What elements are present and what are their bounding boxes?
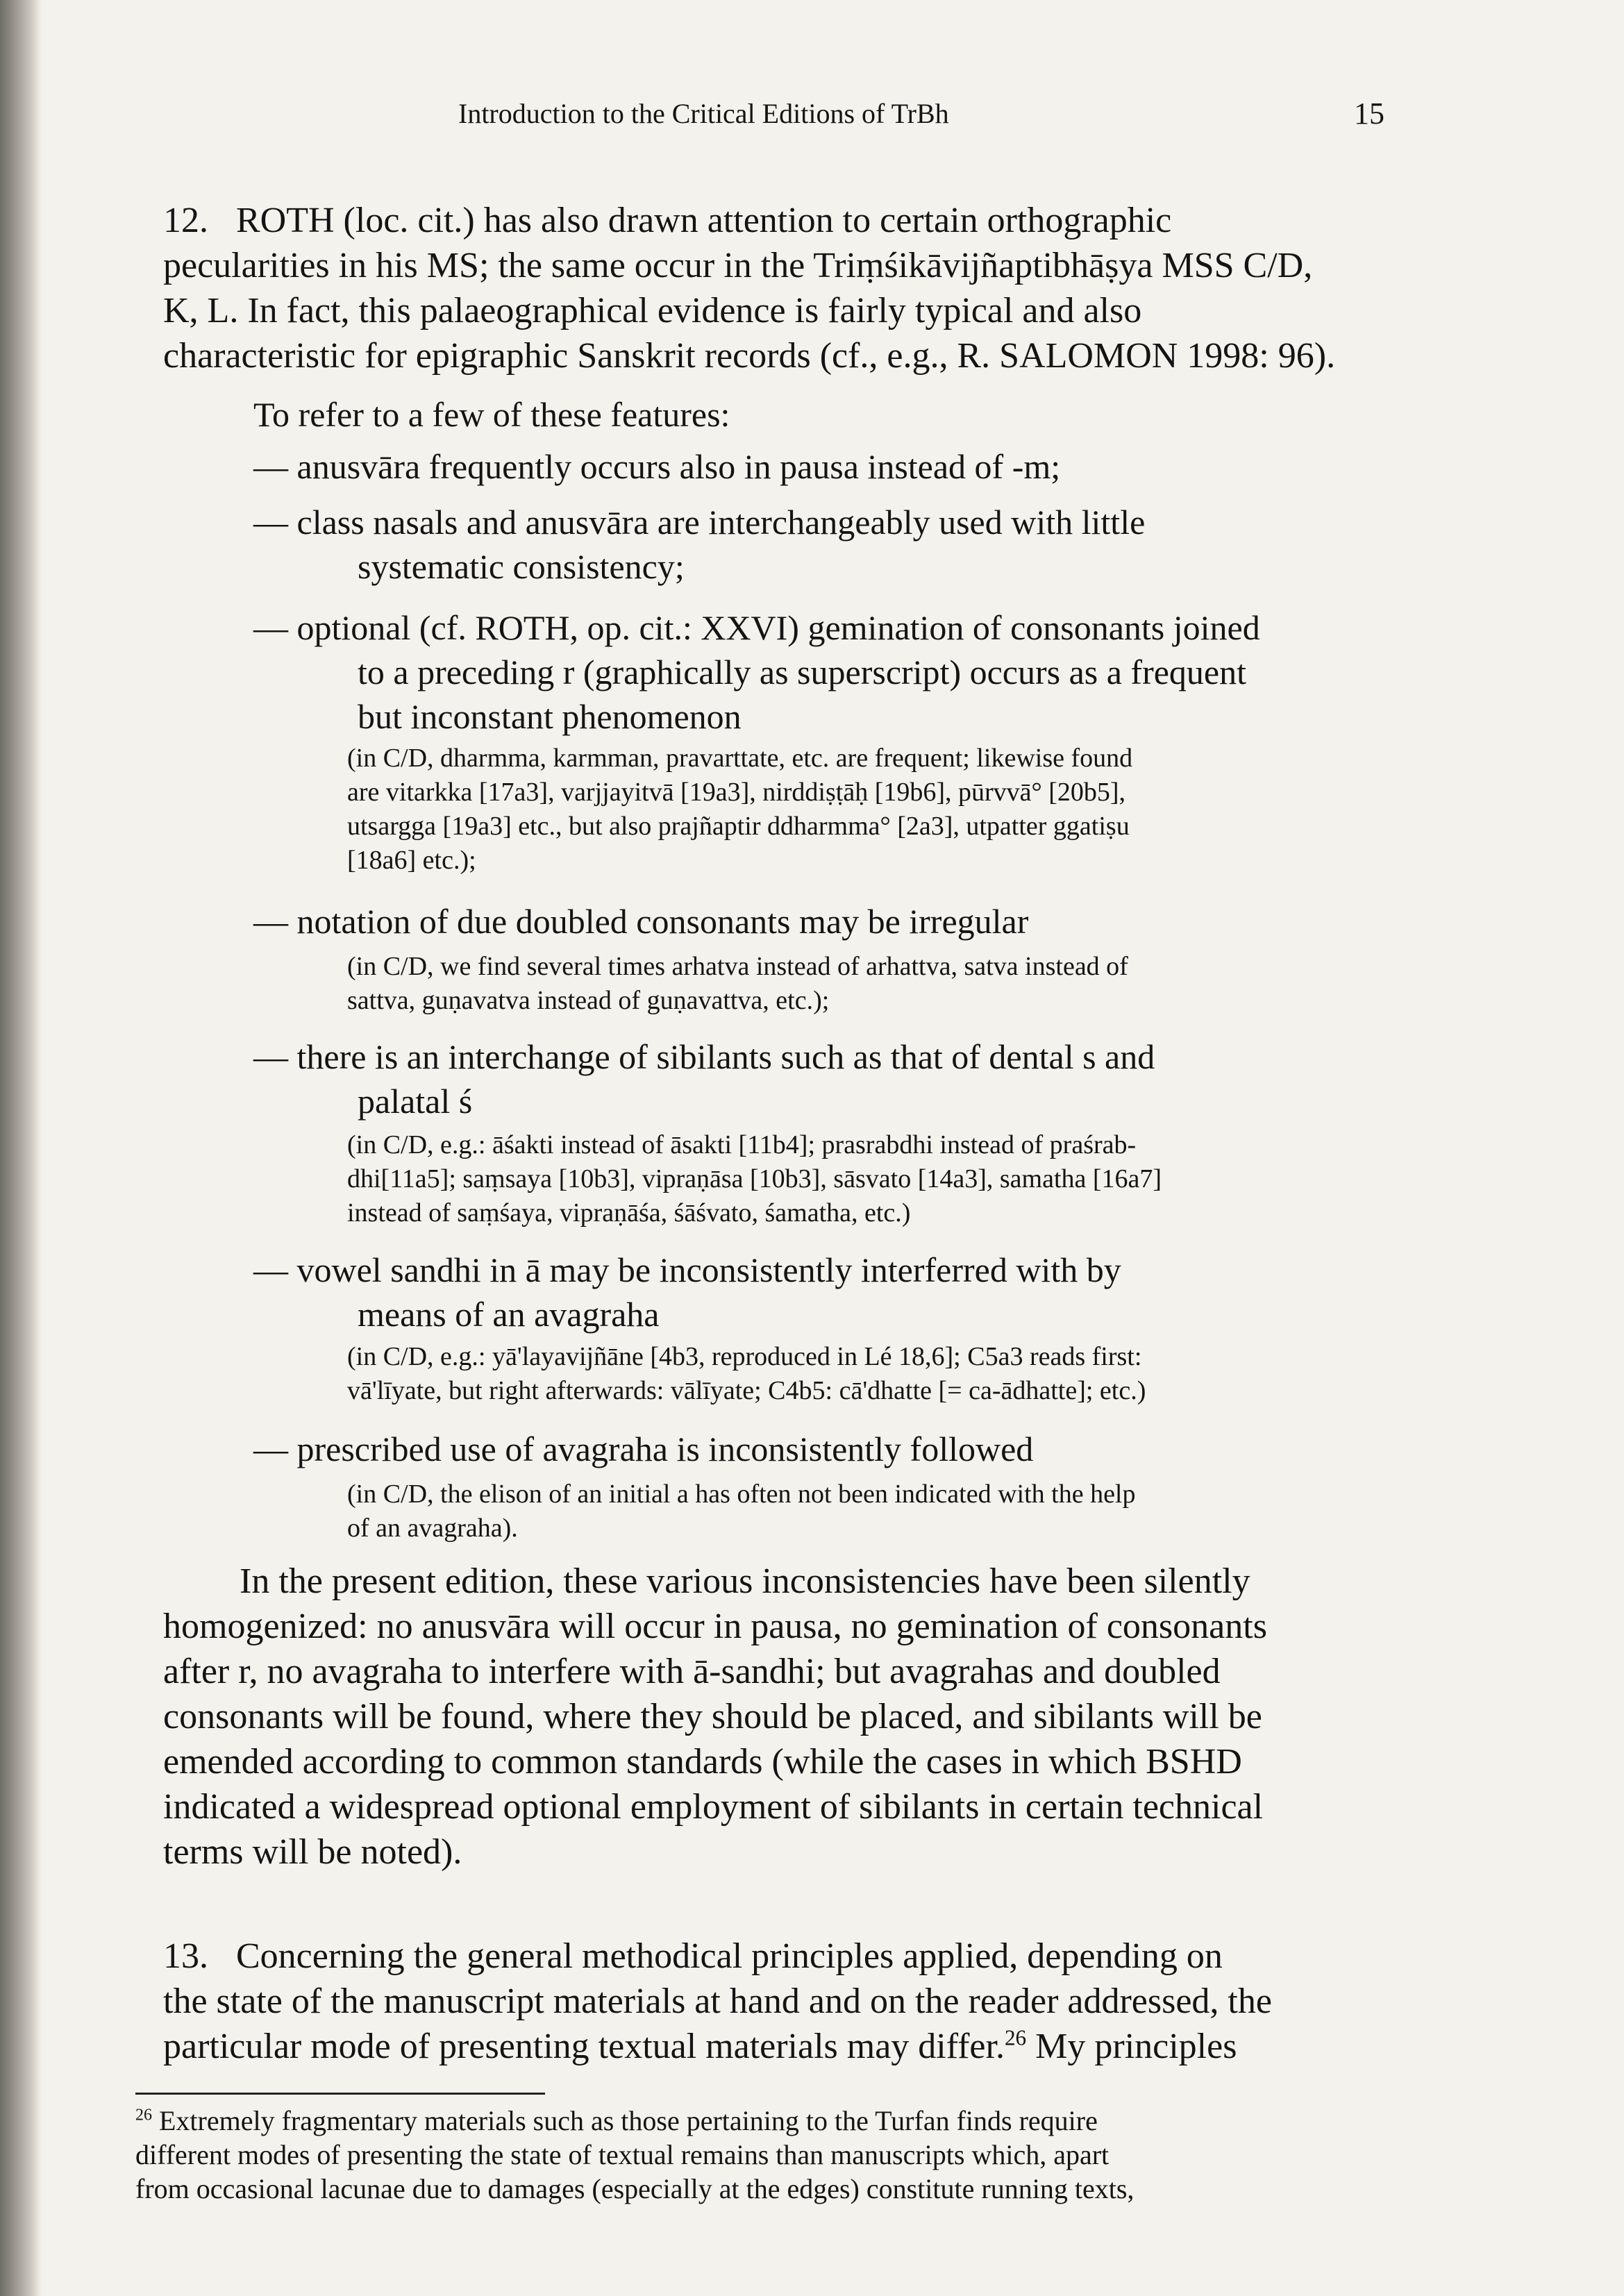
feature-note (347, 741, 1375, 878)
text-line: systematic consistency; (358, 547, 685, 586)
text-line: 13. Concerning the general methodical principles applied, depending on (163, 1934, 1399, 1979)
section-number: 13. (163, 1936, 208, 1976)
note-line: of an avagraha). (347, 1514, 518, 1543)
text-line: — vowel sandhi in ā may be inconsistently interferred with by (253, 1250, 1121, 1289)
text-line: particular mode of presenting textual materials may differ.$^{26}$ My principles (163, 2025, 1237, 2066)
features-lead: To refer to a few of these features: (253, 395, 730, 434)
text-line: — there is an interchange of sibilants such as that of dental s and (253, 1037, 1155, 1076)
footnote-line: different modes of presenting the state of textual remains than manuscripts which, apart (135, 2139, 1110, 2170)
feature-item (253, 500, 1399, 589)
section-13-paragraph (163, 1934, 1399, 2069)
text-line: pecularities in his MS; the same occur in the Triṃśikāvijñaptibhāṣya MSS C/D, (163, 246, 1313, 285)
feature-item (253, 899, 1399, 944)
note-line: (in C/D, dharmma, karmman, pravarttate, etc. are frequent; likewise found (347, 744, 1133, 773)
text-line: but inconstant phenomenon (358, 697, 742, 736)
note-line: are vitarkka [17a3], varjjayitvā [19a3], nirddiṣṭāḥ [19b6], pūrvvā° [20b5], (347, 778, 1126, 807)
footnote (135, 2104, 1378, 2206)
running-header: Introduction to the Critical Editions of TrBh (458, 98, 949, 129)
page-number: 15 (1354, 97, 1384, 131)
text-line: the state of the manuscript materials at hand and on the reader addressed, the (163, 1981, 1272, 2021)
feature-item (253, 1427, 1399, 1471)
footnote-separator (135, 2093, 545, 2095)
text-line: — anusvāra frequently occurs also in pausa instead of -m; (253, 447, 1061, 486)
text-line: homogenized: no anusvāra will occur in pausa, no gemination of consonants (163, 1607, 1267, 1646)
text-line: — optional (cf. ROTH, op. cit.: XXVI) gemination of consonants joined (253, 608, 1260, 647)
note-line: instead of saṃśaya, vipraṇāśa, śāśvato, śamatha, etc.) (347, 1198, 911, 1227)
footnote-marker: 26 (135, 2106, 152, 2125)
footnote-reference: 26 (1004, 2025, 1027, 2050)
note-line: utsargga [19a3] etc., but also prajñaptir ddharmma° [2a3], utpatter ggatiṣu (347, 812, 1130, 841)
text-line: — notation of due doubled consonants may be irregular (253, 902, 1029, 941)
feature-note (347, 950, 1375, 1018)
section-12-paragraph (163, 198, 1399, 378)
footnote-line: $^{26}$ Extremely fragmentary materials such as those pertaining to the Turfan finds require (135, 2105, 1098, 2136)
text-line: indicated a widespread optional employment of sibilants in certain technical (163, 1787, 1264, 1827)
feature-note (347, 1128, 1375, 1230)
summary-paragraph (163, 1559, 1399, 1875)
text-line: 12. ROTH (loc. cit.) has also drawn attention to certain orthographic (163, 198, 1399, 243)
text-line: characteristic for epigraphic Sanskrit records (cf., e.g., R. SALOMON 1998: 96). (163, 336, 1336, 376)
note-line: (in C/D, we find several times arhatva instead of arhattva, satva instead of (347, 952, 1128, 981)
text-line: K, L. In fact, this palaeographical evidence is fairly typical and also (163, 291, 1142, 330)
text-line: palatal ś (358, 1082, 473, 1121)
note-line: (in C/D, e.g.: āśakti instead of āsakti [11b4]; prasrabdhi instead of praśrab- (347, 1130, 1137, 1159)
text-line: to a preceding r (graphically as superscript) occurs as a frequent (358, 653, 1247, 692)
footnote-line: from occasional lacunae due to damages (especially at the edges) constitute running texts, (135, 2173, 1135, 2204)
text-line: In the present edition, these various inconsistencies have been silently (240, 1561, 1250, 1601)
section-number: 12. (163, 201, 208, 240)
note-line: [18a6] etc.); (347, 846, 476, 875)
text-line: — prescribed use of avagraha is inconsistently followed (253, 1430, 1034, 1468)
feature-item (253, 1248, 1399, 1336)
feature-item (253, 1034, 1399, 1123)
note-line: dhi[11a5]; saṃsaya [10b3], vipraṇāsa [10b3], sāsvato [14a3], samatha [16a7] (347, 1164, 1162, 1193)
text-line: terms will be noted). (163, 1832, 462, 1872)
text-line: consonants will be found, where they should be placed, and sibilants will be (163, 1697, 1262, 1736)
note-line: sattva, guṇavatva instead of guṇavattva, etc.); (347, 986, 830, 1015)
note-line: (in C/D, the elison of an initial a has often not been indicated with the help (347, 1480, 1136, 1509)
feature-note (347, 1340, 1375, 1408)
text-line: means of an avagraha (358, 1295, 660, 1334)
note-line: (in C/D, e.g.: yā'layavijñāne [4b3, reproduced in Lé 18,6]; C5a3 reads first: (347, 1342, 1142, 1371)
note-line: vā'līyate, but right afterwards: vālīyate; C4b5: cā'dhatte [= ca-ādhatte]; etc.) (347, 1376, 1146, 1405)
feature-note (347, 1477, 1375, 1545)
text-line: after r, no avagraha to interfere with ā-sandhi; but avagrahas and doubled (163, 1652, 1221, 1691)
feature-item (253, 444, 1399, 489)
text-line: — class nasals and anusvāra are interchangeably used with little (253, 503, 1146, 542)
text-line: emended according to common standards (while the cases in which BSHD (163, 1742, 1242, 1782)
feature-item (253, 605, 1399, 739)
